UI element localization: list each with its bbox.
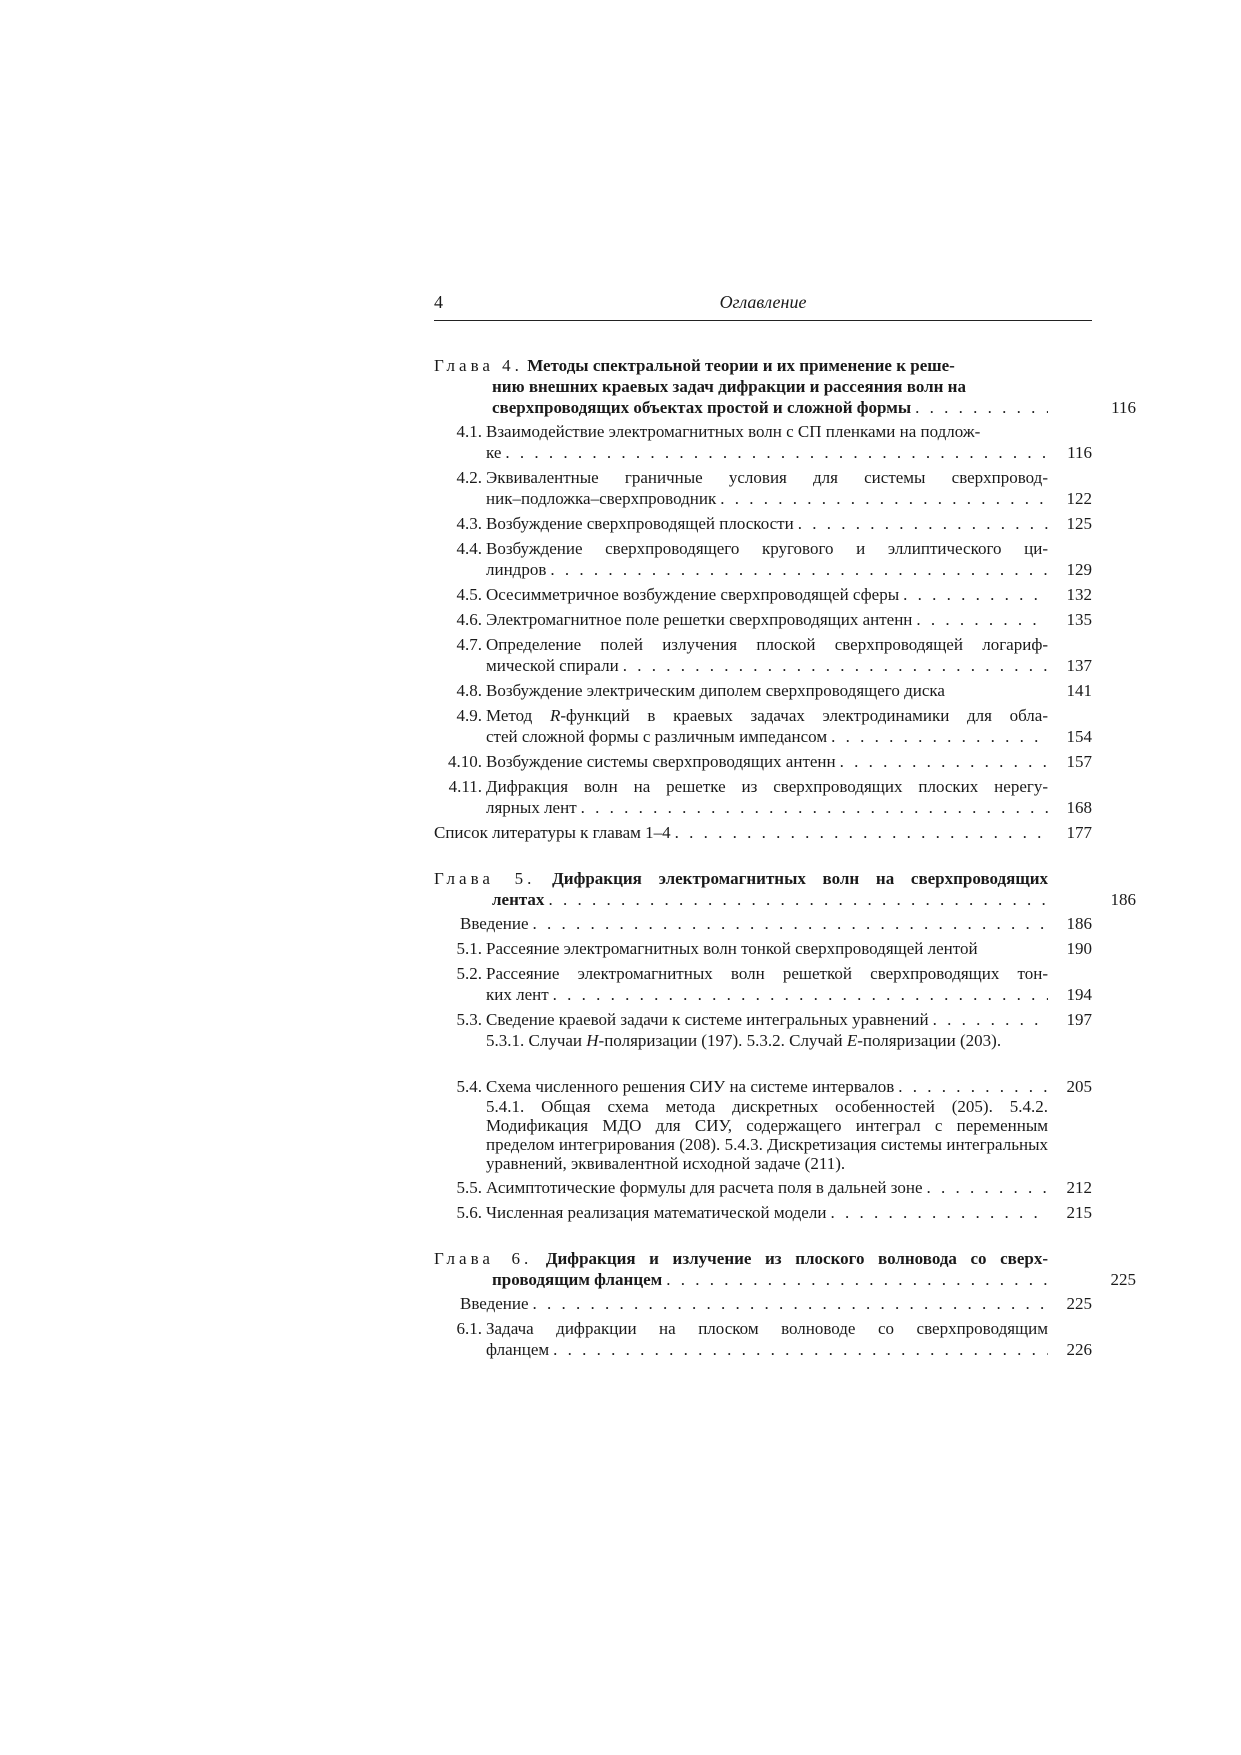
section-title: Список литературы к главам 1–4 xyxy=(434,823,671,842)
dot-leader xyxy=(581,797,1048,818)
page-ref: 135 xyxy=(1066,610,1092,629)
subsections xyxy=(486,1030,1092,1051)
page-ref: 186 xyxy=(1066,914,1092,933)
dot-leader xyxy=(553,984,1048,1005)
page-ref: 122 xyxy=(1066,489,1092,508)
dot-leader xyxy=(533,1293,1048,1314)
chapter-title-cont: нию внешних краевых задач дифракции и рассеяния волн на xyxy=(492,377,966,396)
section-title: Сведение краевой задачи к системе интегральных уравнений xyxy=(486,1010,929,1029)
section-title-end: фланцем xyxy=(486,1340,550,1359)
toc-entry-4-2[interactable] xyxy=(434,467,1092,509)
toc-entry-4-3[interactable] xyxy=(434,513,1092,534)
chapter-6-heading[interactable] xyxy=(434,1248,1136,1290)
section-title: Дифракция волн на решетке из сверхпроводящих плоских нерегу- xyxy=(486,777,1048,796)
dot-leader xyxy=(623,655,1048,676)
dot-leader xyxy=(831,726,1048,747)
toc-entry-4-11[interactable] xyxy=(434,776,1092,818)
section-title: Асимптотические формулы для расчета поля в дальней зоне xyxy=(486,1178,923,1197)
page-ref: 197 xyxy=(1066,1010,1092,1029)
running-header xyxy=(434,290,1092,321)
section-number: 4.1. xyxy=(456,422,482,441)
dot-leader xyxy=(927,1177,1048,1198)
section-number: 4.2. xyxy=(456,468,482,487)
section-title-end: стей сложной формы с различным импедансом xyxy=(486,727,828,746)
page-ref: 168 xyxy=(1066,798,1092,817)
section-number: 4.11. xyxy=(448,777,482,796)
section-title: Возбуждение сверхпроводящей плоскости xyxy=(486,514,794,533)
section-title: Введение xyxy=(460,914,529,933)
toc-entry-5-4[interactable] xyxy=(434,1076,1092,1173)
section-title: Электромагнитное поле решетки сверхпроводящих антенн xyxy=(486,610,913,629)
section-number: 5.2. xyxy=(456,964,482,983)
section-number: 4.8. xyxy=(456,681,482,700)
toc-entry-5-5[interactable] xyxy=(434,1177,1092,1198)
page-ref: 225 xyxy=(1110,1270,1136,1289)
dot-leader xyxy=(903,584,1048,605)
toc-entry-4-6[interactable] xyxy=(434,609,1092,630)
section-number: 4.9. xyxy=(456,706,482,725)
section-title: Схема численного решения СИУ на системе интервалов xyxy=(486,1077,895,1096)
dot-leader xyxy=(798,513,1048,534)
chapter-title-cont: лентах xyxy=(492,890,545,909)
page-ref: 194 xyxy=(1066,985,1092,1004)
toc-entry-4-5[interactable] xyxy=(434,584,1092,605)
page-ref: 226 xyxy=(1066,1340,1092,1359)
section-title-part: -функций в краевых задачах электродинамики для обла- xyxy=(560,706,1048,725)
book-page xyxy=(434,290,1136,1364)
section-title: Определение полей излучения плоской сверхпроводящей логариф- xyxy=(486,635,1048,654)
chapter-label: Глава 6. xyxy=(434,1249,533,1268)
section-number: 6.1. xyxy=(456,1319,482,1338)
page-ref: 116 xyxy=(1111,398,1136,417)
chapter-title-cont: сверхпроводящих объектах простой и сложной формы xyxy=(492,398,912,417)
dot-leader xyxy=(915,397,1048,418)
toc-entry-5-3[interactable] xyxy=(434,1009,1092,1051)
section-number: 4.7. xyxy=(456,635,482,654)
page-ref: 157 xyxy=(1066,752,1092,771)
subsection-text: -поляризации (203). xyxy=(857,1031,1002,1050)
section-title-end: ке xyxy=(486,443,502,462)
page-ref: 212 xyxy=(1066,1178,1092,1197)
toc-entry-5-6[interactable] xyxy=(434,1202,1092,1223)
chapter-title: Методы спектральной теории и их применение к реше- xyxy=(527,356,955,375)
toc-entry-4-10[interactable] xyxy=(434,751,1092,772)
toc-entry-4-1[interactable] xyxy=(434,421,1092,463)
spacer xyxy=(434,1055,1092,1076)
section-number: 5.5. xyxy=(456,1178,482,1197)
section-title-end: линдров xyxy=(486,560,547,579)
page-ref: 137 xyxy=(1066,656,1092,675)
spacer xyxy=(434,1227,1092,1248)
dot-leader xyxy=(548,889,1048,910)
page-ref: 205 xyxy=(1066,1077,1092,1096)
section-number: 4.6. xyxy=(456,610,482,629)
page-number: 4 xyxy=(434,292,443,312)
section-title: Взаимодействие электромагнитных волн с СП пленками на подлож- xyxy=(486,422,981,441)
section-title-end: ник–подложка–сверхпроводник xyxy=(486,489,717,508)
math-variable: E xyxy=(846,1031,858,1050)
section-title: Возбуждение сверхпроводящего кругового и эллиптического ци- xyxy=(486,539,1048,558)
dot-leader xyxy=(916,609,1048,630)
section-title xyxy=(486,705,1048,726)
toc-entry-4-4[interactable] xyxy=(434,538,1092,580)
dot-leader xyxy=(675,822,1048,843)
section-title: Задача дифракции на плоском волноводе со сверхпроводящим xyxy=(486,1319,1048,1338)
section-title-end: ких лент xyxy=(486,985,549,1004)
dot-leader xyxy=(830,1202,1048,1223)
chapter-label: Глава 4. xyxy=(434,356,523,375)
dot-leader xyxy=(505,442,1048,463)
chapter-title: Дифракция и излучение из плоского волновода со сверх- xyxy=(545,1249,1048,1268)
toc-entry-6-intro[interactable] xyxy=(434,1293,1092,1314)
chapter-4-heading[interactable] xyxy=(434,355,1136,418)
toc-entry-4-9[interactable] xyxy=(434,705,1092,747)
section-number: 5.4. xyxy=(456,1077,482,1096)
section-number: 5.3. xyxy=(456,1010,482,1029)
toc-entry-4-8[interactable] xyxy=(434,680,1092,701)
section-number: 4.3. xyxy=(456,514,482,533)
subsection-text: 5.3.1. Случаи xyxy=(486,1031,587,1050)
chapter-title-cont: проводящим фланцем xyxy=(492,1270,663,1289)
toc-entry-4-7[interactable] xyxy=(434,634,1092,676)
math-variable: H xyxy=(586,1031,599,1050)
chapter-title: Дифракция электромагнитных волн на сверхпроводящих xyxy=(552,869,1048,888)
dot-leader xyxy=(840,751,1048,772)
section-title: Осесимметричное возбуждение сверхпроводящей сферы xyxy=(486,585,900,604)
dot-leader xyxy=(933,1009,1048,1030)
page-ref: 225 xyxy=(1066,1294,1092,1313)
section-title: Численная реализация математической модели xyxy=(486,1203,827,1222)
dot-leader xyxy=(666,1269,1048,1290)
page-ref: 154 xyxy=(1066,727,1092,746)
page-ref: 141 xyxy=(1066,681,1092,700)
section-number: 4.5. xyxy=(456,585,482,604)
page-ref: 215 xyxy=(1066,1203,1092,1222)
dot-leader xyxy=(553,1339,1048,1360)
subsection-text: -поляризации (197). 5.3.2. Случай xyxy=(598,1031,847,1050)
section-title: Рассеяние электромагнитных волн решеткой сверхпроводящих тон- xyxy=(486,964,1048,983)
toc-entry-6-1[interactable] xyxy=(434,1318,1092,1360)
page-ref: 125 xyxy=(1066,514,1092,533)
section-title: Возбуждение системы сверхпроводящих антенн xyxy=(486,752,836,771)
toc-entry-5-intro[interactable] xyxy=(434,913,1092,934)
page-ref: 129 xyxy=(1066,560,1092,579)
page-ref: 177 xyxy=(1066,823,1092,842)
toc-entry-5-1[interactable] xyxy=(434,938,1092,959)
section-title: Введение xyxy=(460,1294,529,1313)
section-title: Рассеяние электромагнитных волн тонкой сверхпроводящей лентой xyxy=(486,939,978,958)
toc-entry-5-2[interactable] xyxy=(434,963,1092,1005)
section-number: 4.4. xyxy=(456,539,482,558)
page-ref: 116 xyxy=(1067,443,1092,462)
spacer xyxy=(434,847,1092,868)
page-ref: 186 xyxy=(1110,890,1136,909)
section-title: Эквивалентные граничные условия для системы сверхпровод- xyxy=(486,468,1048,487)
section-title-part: Метод xyxy=(486,706,550,725)
dot-leader xyxy=(533,913,1048,934)
page-title: Оглавление xyxy=(719,292,807,312)
math-variable: R xyxy=(549,706,561,725)
chapter-5-heading[interactable] xyxy=(434,868,1136,910)
dot-leader xyxy=(550,559,1048,580)
subsections: 5.4.1. Общая схема метода дискретных особенностей (205). 5.4.2. Модификация МДО для СИУ, содержащего интеграл с переменным пределом интегрирования (208). 5.4.3. Дискретизация системы интегральных уравнений, эквивалентной исходной задаче (211). xyxy=(486,1097,1048,1173)
section-number: 5.6. xyxy=(456,1203,482,1222)
section-title-end: лярных лент xyxy=(486,798,577,817)
section-title: Возбуждение электрическим диполем сверхпроводящего диска xyxy=(486,681,945,700)
section-number: 5.1. xyxy=(456,939,482,958)
chapter-label: Глава 5. xyxy=(434,869,536,888)
dot-leader xyxy=(898,1076,1048,1097)
table-of-contents xyxy=(434,355,1136,1360)
dot-leader xyxy=(720,488,1048,509)
page-ref: 132 xyxy=(1066,585,1092,604)
page-ref: 190 xyxy=(1066,939,1092,958)
section-title-end: мической спирали xyxy=(486,656,619,675)
toc-entry-references[interactable] xyxy=(434,822,1092,843)
section-number: 4.10. xyxy=(448,752,482,771)
